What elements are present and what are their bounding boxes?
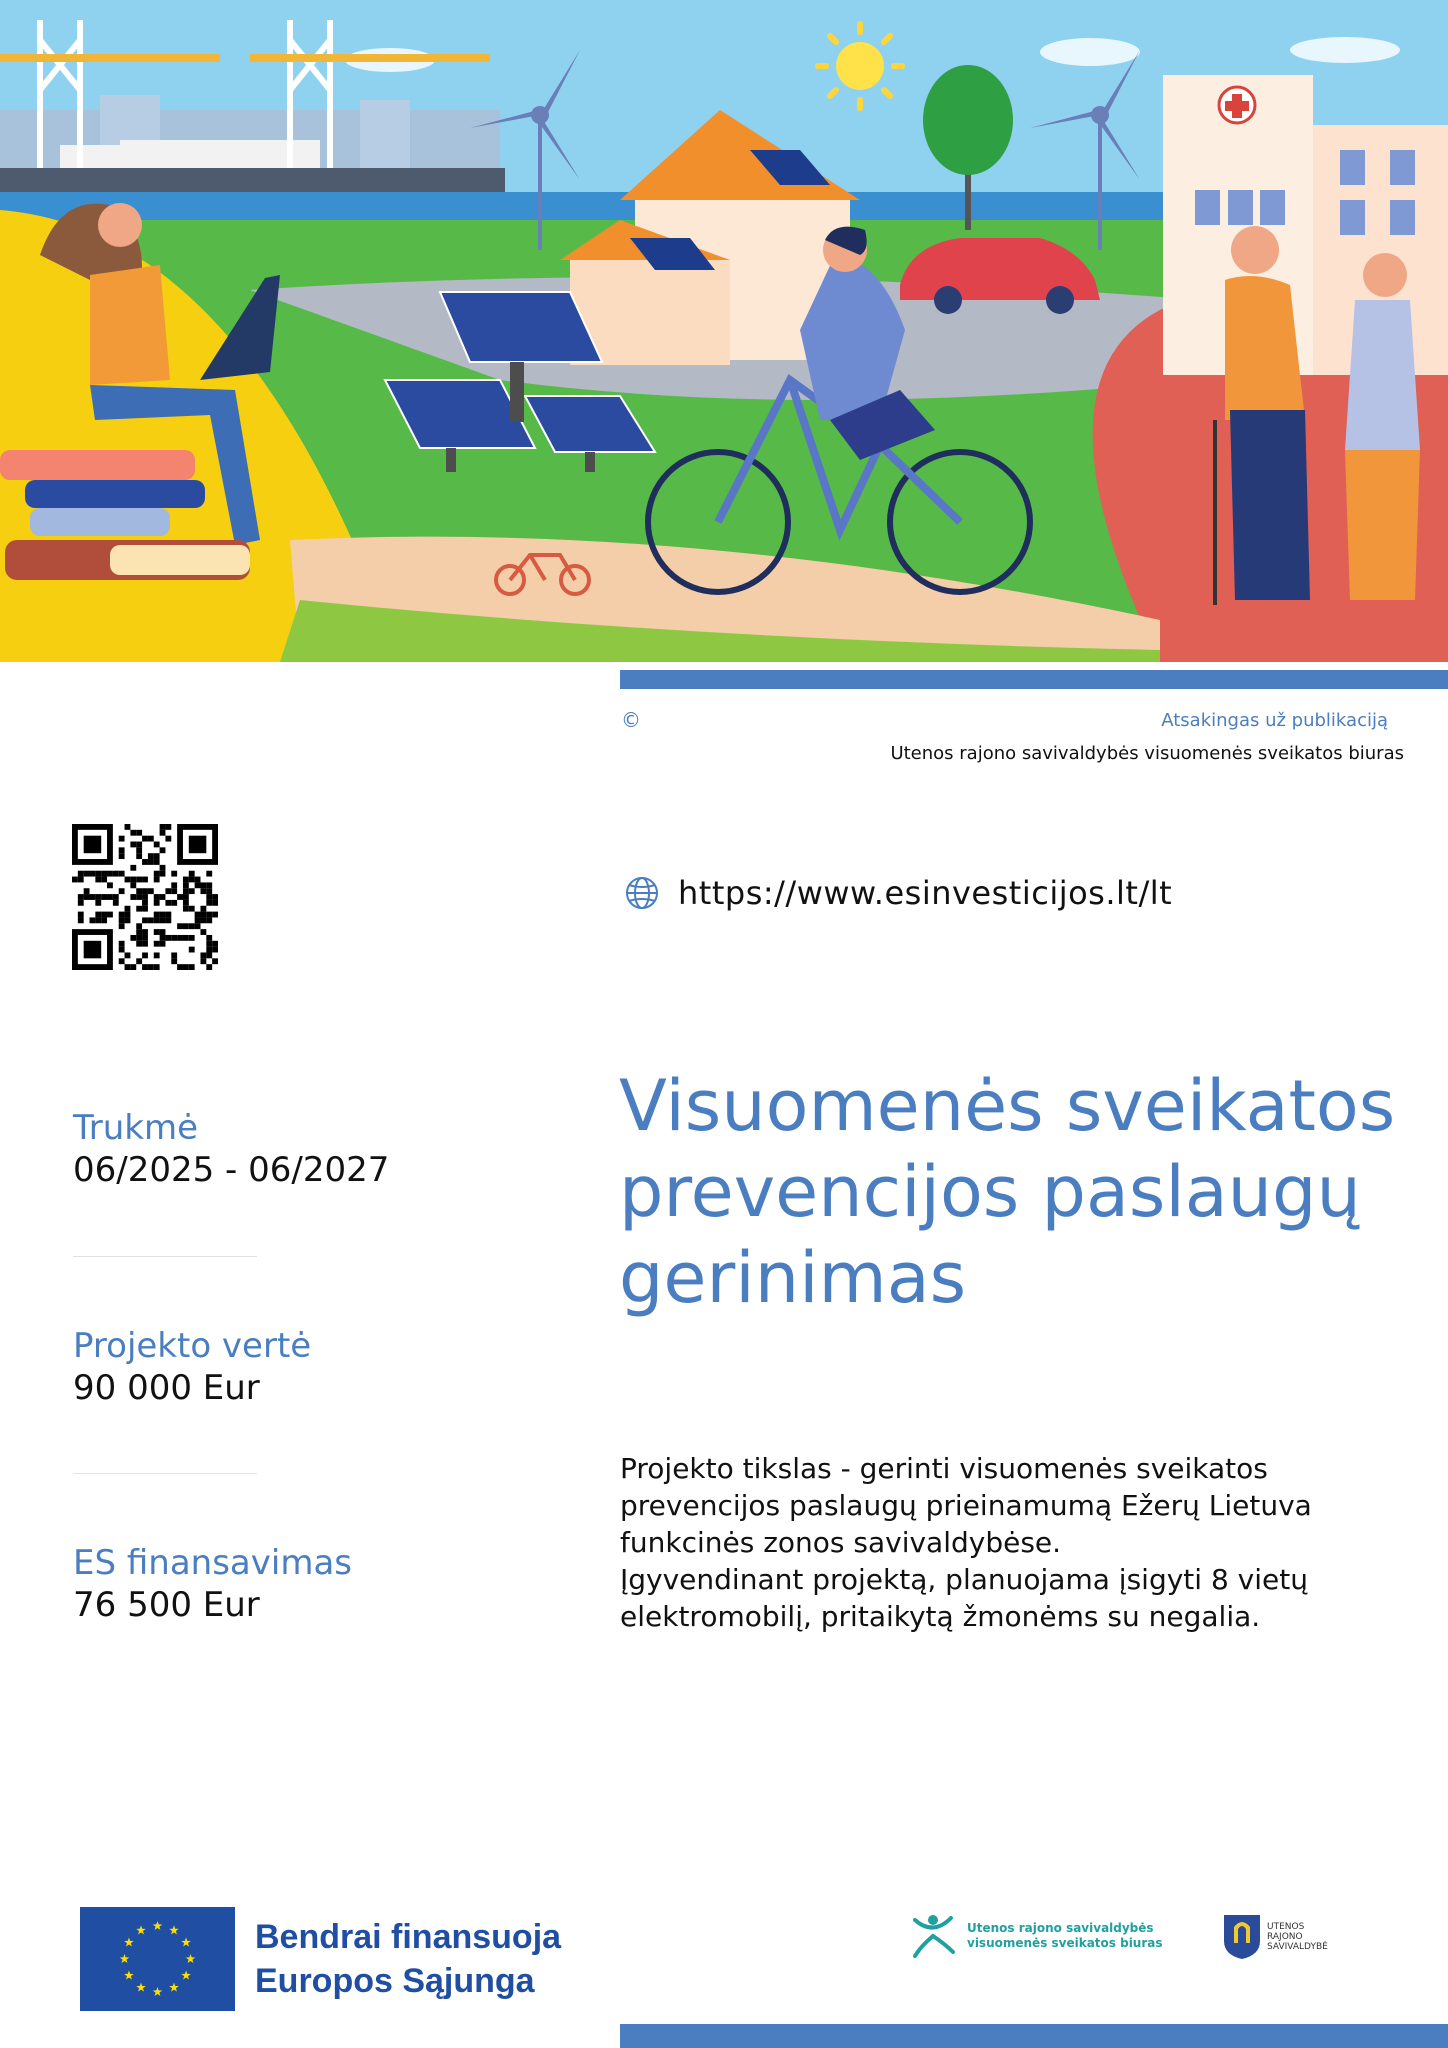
project-value-amount: 90 000 Eur <box>73 1368 260 1408</box>
project-value-label: Projekto vertė <box>73 1326 312 1366</box>
description-line: prevencijos paslaugų prieinamumą Ežerų Lietuva <box>620 1489 1312 1522</box>
project-title-line: prevencijos paslaugų <box>619 1151 1361 1233</box>
project-value-block <box>73 1325 311 1409</box>
hero-illustration <box>0 0 1448 662</box>
project-title <box>619 1063 1419 1321</box>
description-line: Projekto tikslas - gerinti visuomenės sveikatos <box>620 1452 1268 1485</box>
responsible-organization: Utenos rajono savivaldybės visuomenės sveikatos biuras <box>890 743 1404 764</box>
coat-of-arms-icon <box>1222 1913 1262 1961</box>
partner1-line: visuomenės sveikatos biuras <box>967 1936 1163 1950</box>
globe-icon <box>625 876 659 910</box>
qr-code-graphic <box>72 824 218 970</box>
description-line: elektromobilį, pritaikytą žmonėms su negalia. <box>620 1600 1261 1633</box>
project-title-line: Visuomenės sveikatos <box>619 1065 1396 1147</box>
health-bureau-logo <box>907 1910 1163 1962</box>
duration-label: Trukmė <box>73 1108 199 1148</box>
partner2-line: UTENOS <box>1267 1922 1305 1932</box>
municipality-logo <box>1222 1913 1328 1961</box>
divider <box>73 1473 257 1474</box>
divider <box>73 1256 257 1257</box>
responsibility-label: Atsakingas už publikaciją <box>1161 710 1388 731</box>
eu-funding-label: ES finansavimas <box>73 1543 353 1583</box>
description-line: funkcinės zonos savivaldybėse. <box>620 1526 1062 1559</box>
eu-funding-block <box>73 1542 352 1626</box>
partner1-line: Utenos rajono savivaldybės <box>967 1921 1154 1935</box>
website-url[interactable]: https://www.esinvesticijos.lt/lt <box>678 874 1173 912</box>
copyright-symbol: © <box>621 708 641 732</box>
duration-value: 06/2025 - 06/2027 <box>73 1150 390 1190</box>
description-line: Įgyvendinant projektą, planuojama įsigyti 8 vietų <box>620 1563 1308 1596</box>
eu-logo-line: Europos Sąjunga <box>255 1962 535 2000</box>
eu-cofunding-logo <box>80 1907 561 2011</box>
eu-logo-line: Bendrai finansuoja <box>255 1918 562 1956</box>
eu-flag-icon <box>80 1907 235 2011</box>
health-bureau-icon <box>907 1910 959 1962</box>
top-accent-bar <box>620 670 1448 689</box>
project-description <box>620 1450 1410 1635</box>
bottom-accent-bar <box>620 2024 1448 2048</box>
partner2-line: SAVIVALDYBĖ <box>1267 1942 1328 1952</box>
partner2-line: RAJONO <box>1267 1932 1303 1942</box>
website-link[interactable] <box>625 874 1172 912</box>
hero-illustration-art <box>0 0 1448 662</box>
eu-funding-amount: 76 500 Eur <box>73 1585 260 1625</box>
duration-block <box>73 1107 389 1191</box>
qr-code[interactable] <box>72 824 218 970</box>
sun-icon <box>836 42 884 90</box>
project-title-line: gerinimas <box>619 1237 967 1319</box>
